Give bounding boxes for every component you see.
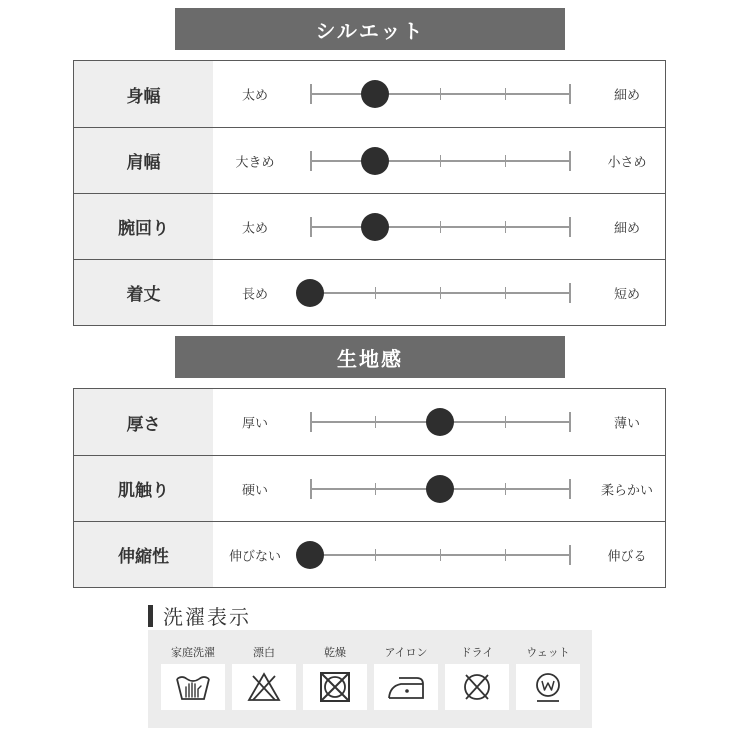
row-label: 肌触り xyxy=(74,456,213,521)
scale-left-text: 長め xyxy=(241,287,269,302)
silhouette-row xyxy=(74,193,665,259)
scale-tick xyxy=(505,549,506,561)
scale-marker xyxy=(426,475,454,503)
care-label: ウェット xyxy=(526,646,570,659)
scale-tick xyxy=(375,483,376,495)
scale-marker xyxy=(361,213,389,241)
care-item-iron xyxy=(374,630,438,728)
row-label: 伸縮性 xyxy=(74,522,213,587)
scale-tick xyxy=(310,84,312,104)
row-label: 身幅 xyxy=(74,61,213,127)
scale-tick xyxy=(569,84,571,104)
care-title-text: 洗濯表示 xyxy=(163,605,251,629)
care-item-wet-clean xyxy=(516,630,580,728)
no-tumble-dry-icon xyxy=(315,670,355,704)
scale-tick xyxy=(310,151,312,171)
scale-right-text: 薄い xyxy=(613,416,641,432)
scale-tick xyxy=(505,88,506,100)
fabric-banner xyxy=(175,336,565,378)
care-label: 家庭洗濯 xyxy=(171,646,215,659)
scale-tick xyxy=(569,479,571,499)
scale-tick xyxy=(440,549,441,561)
scale-right-text: 細め xyxy=(613,88,641,104)
scale-marker xyxy=(426,408,454,436)
scale-right-text: 細め xyxy=(613,221,641,236)
silhouette-table xyxy=(73,60,666,326)
scale-left-text: 硬い xyxy=(241,483,269,498)
scale-tick xyxy=(375,287,376,299)
scale-right-text: 小さめ xyxy=(607,155,647,170)
scale-tick xyxy=(375,549,376,561)
fabric-row xyxy=(74,389,665,455)
fabric-row xyxy=(74,521,665,587)
row-label: 腕回り xyxy=(74,194,213,259)
scale-left-text: 大きめ xyxy=(235,155,275,170)
wet-clean-icon xyxy=(528,670,568,704)
care-item-dry-clean xyxy=(445,630,509,728)
fabric-row xyxy=(74,455,665,521)
scale-tick xyxy=(505,416,506,428)
scale-tick xyxy=(310,217,312,237)
scale-tick xyxy=(505,287,506,299)
scale-tick xyxy=(440,155,441,167)
no-bleach-icon xyxy=(244,670,284,704)
fabric-table xyxy=(73,388,666,588)
heading-bar xyxy=(148,605,153,627)
scale-marker xyxy=(361,147,389,175)
scale-marker xyxy=(296,279,324,307)
row-label: 着丈 xyxy=(74,260,213,325)
care-label: 乾燥 xyxy=(324,646,346,659)
silhouette-title: シルエット xyxy=(315,18,425,43)
scale-marker xyxy=(361,80,389,108)
scale-tick xyxy=(569,217,571,237)
hand-wash-icon xyxy=(173,670,213,704)
scale-tick xyxy=(310,412,312,432)
iron-low-icon xyxy=(385,670,427,704)
scale-left-text: 太め xyxy=(241,221,269,236)
scale-tick xyxy=(505,155,506,167)
care-panel xyxy=(148,630,592,728)
silhouette-row xyxy=(74,127,665,193)
care-label: 漂白 xyxy=(253,646,275,659)
scale-left-text: 厚い xyxy=(241,416,269,432)
care-item-home-wash xyxy=(161,630,225,728)
row-label: 肩幅 xyxy=(74,128,213,193)
scale-right-text: 短め xyxy=(613,287,641,302)
scale-marker xyxy=(296,541,324,569)
scale-tick xyxy=(440,221,441,233)
care-label: アイロン xyxy=(384,646,428,659)
silhouette-row xyxy=(74,61,665,127)
scale-right-text: 柔らかい xyxy=(600,483,654,498)
care-label: ドライ xyxy=(460,646,494,659)
care-item-dry xyxy=(303,630,367,728)
scale-tick xyxy=(569,545,571,565)
care-heading xyxy=(148,601,251,630)
scale-tick xyxy=(440,88,441,100)
silhouette-banner xyxy=(175,8,565,50)
scale-tick xyxy=(569,412,571,432)
scale-left-text: 太め xyxy=(241,88,269,104)
scale-tick xyxy=(440,287,441,299)
silhouette-row xyxy=(74,259,665,325)
scale-tick xyxy=(505,221,506,233)
scale-left-text: 伸びない xyxy=(228,549,282,564)
scale-right-text: 伸びる xyxy=(607,549,647,564)
care-item-bleach xyxy=(232,630,296,728)
row-label: 厚さ xyxy=(74,389,213,455)
no-dry-clean-icon xyxy=(457,670,497,704)
fabric-title: 生地感 xyxy=(337,346,403,371)
scale-tick xyxy=(569,151,571,171)
scale-tick xyxy=(375,416,376,428)
scale-tick xyxy=(310,479,312,499)
scale-tick xyxy=(569,283,571,303)
scale-tick xyxy=(505,483,506,495)
